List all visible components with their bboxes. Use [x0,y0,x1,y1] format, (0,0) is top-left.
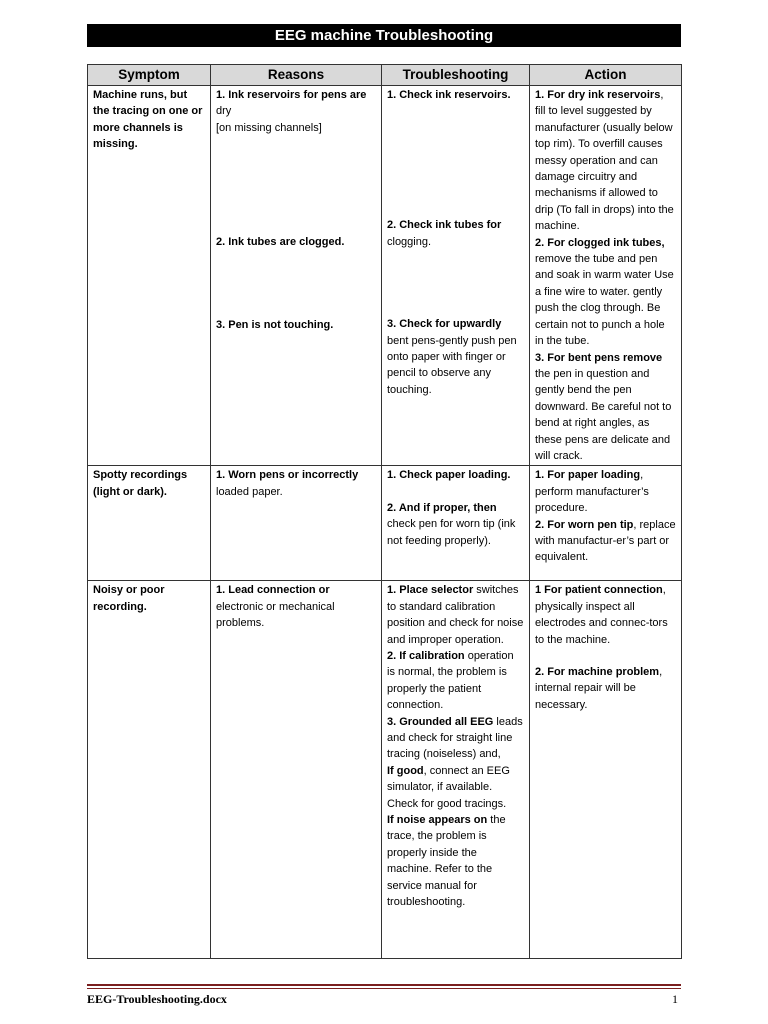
symptom-text: Spotty recordings (light or dark). [93,469,188,498]
action-bold: 2. For clogged ink tubes, [535,236,665,249]
header-troubleshooting: Troubleshooting [382,65,530,86]
header-symptom: Symptom [88,65,211,86]
reasons-cell [211,581,382,959]
reasons-cell [211,466,382,581]
action-text: , fill to level suggested by manufacturer (usually below top rim). To overfill causes messy operation and can damage circuitry and mechanisms if allowed to drip (To fall in drops) into the machine. [535,89,674,233]
action-text: , perform manufacturer’s procedure. [535,469,649,515]
action-bold: 1 For patient connection [535,584,663,597]
troubleshooting-cell [382,86,530,466]
symptom-text: Noisy or poor recording. [93,584,165,613]
troubleshooting-item [387,582,524,648]
action-text: remove the tube and pen and soak in warm water Use a fine wire to water. gently push the clog through. Be certain not to punch a hole in the tube. [535,253,674,348]
reasons-cell [211,86,382,466]
troubleshooting-item [387,763,524,812]
troubleshooting-bold: 1. Check ink reservoirs. [387,89,511,101]
troubleshooting-bold: If good [387,764,424,777]
header-action: Action [530,65,682,86]
troubleshooting-text: bent pens-gently push pen onto paper with finger or pencil to observe any touching. [387,334,517,396]
symptom-cell [88,581,211,959]
table-row [88,581,682,959]
troubleshooting-bold: 1. Check paper loading. [387,469,511,482]
action-item [535,582,676,648]
reason-text: [on missing channels] [216,121,322,134]
action-text: the pen in question and gently bend the pen downward. Be careful not to bend at right angles, as these pens are delicate and will crack. [535,367,672,462]
footer-rule [87,984,681,986]
reason-bold: 3. Pen is not touching. [216,318,334,331]
troubleshooting-bold: 2. If calibration [387,649,465,662]
symptom-cell [88,86,211,466]
troubleshooting-cell [382,581,530,959]
troubleshooting-cell [382,466,530,581]
action-item [535,87,676,235]
header-reasons: Reasons [211,65,382,86]
reason-bold: 1. Lead connection or [216,584,330,597]
action-cell [530,86,682,466]
reason-text: loaded paper. [216,485,283,498]
action-item [535,467,676,516]
troubleshooting-text: check pen for worn tip (ink not feeding properly). [387,518,516,547]
footer-filename: EEG-Troubleshooting.docx [87,992,227,1006]
reason-bold: 1. Worn pens or incorrectly [216,469,359,482]
action-item [535,350,676,465]
troubleshooting-bold: 3. Grounded all EEG [387,715,494,728]
troubleshooting-bold: 3. Check for upwardly [387,318,502,331]
troubleshooting-item [387,714,524,763]
troubleshooting-bold: 2. And if proper, then [387,501,497,514]
footer-rule [87,988,681,989]
troubleshooting-text: clogging. [387,235,432,248]
troubleshooting-bold: 2. Check ink tubes for [387,219,502,232]
troubleshooting-bold: If noise appears on [387,814,488,827]
footer-page-number: 1 [672,992,678,1006]
action-bold: 2. For worn pen tip [535,518,634,531]
document-title: EEG machine Troubleshooting [87,24,681,47]
table-header-row [88,65,682,86]
action-bold: 1. For dry ink reservoirs [535,89,661,101]
troubleshooting-bold: 1. Place selector [387,584,474,597]
troubleshooting-text: the trace, the problem is properly inside the machine. Refer to the service manual for troubleshooting. [387,814,506,909]
troubleshooting-table [87,64,682,959]
action-text: , physically inspect all electrodes and connec-tors to the machine. [535,584,668,646]
action-item [535,664,676,713]
action-bold: 1. For paper loading [535,469,641,482]
reason-text: electronic or mechanical problems. [216,600,335,630]
troubleshooting-text: operation is normal, the problem is properly the patient connection. [387,649,514,712]
troubleshooting-item [387,648,524,714]
table-row [88,86,682,466]
table-row [88,466,682,581]
action-cell [530,466,682,581]
symptom-cell [88,466,211,581]
action-item [535,517,676,566]
reason-bold: 2. Ink tubes are clogged. [216,236,345,249]
troubleshooting-text: , connect an EEG simulator, if available. Check for good tracings. [387,764,510,810]
action-item [535,235,676,350]
action-bold: 3. For bent pens remove [535,351,663,364]
action-text: , replace with manufactur-er’s part or equivalent. [535,518,676,564]
action-bold: 2. For machine problem [535,665,660,678]
troubleshooting-text: switches to standard calibration position and check for noise and improper operation. [387,584,524,646]
action-cell [530,581,682,959]
reason-bold: 1. Ink reservoirs for pens are [216,89,367,101]
symptom-text: Machine runs, but the tracing on one or more channels is missing. [93,89,203,151]
action-text: , internal repair will be necessary. [535,665,663,711]
reason-text: dry [216,105,232,118]
troubleshooting-text: leads and check for straight line tracing (noiseless) and, [387,715,523,761]
troubleshooting-item [387,812,524,910]
